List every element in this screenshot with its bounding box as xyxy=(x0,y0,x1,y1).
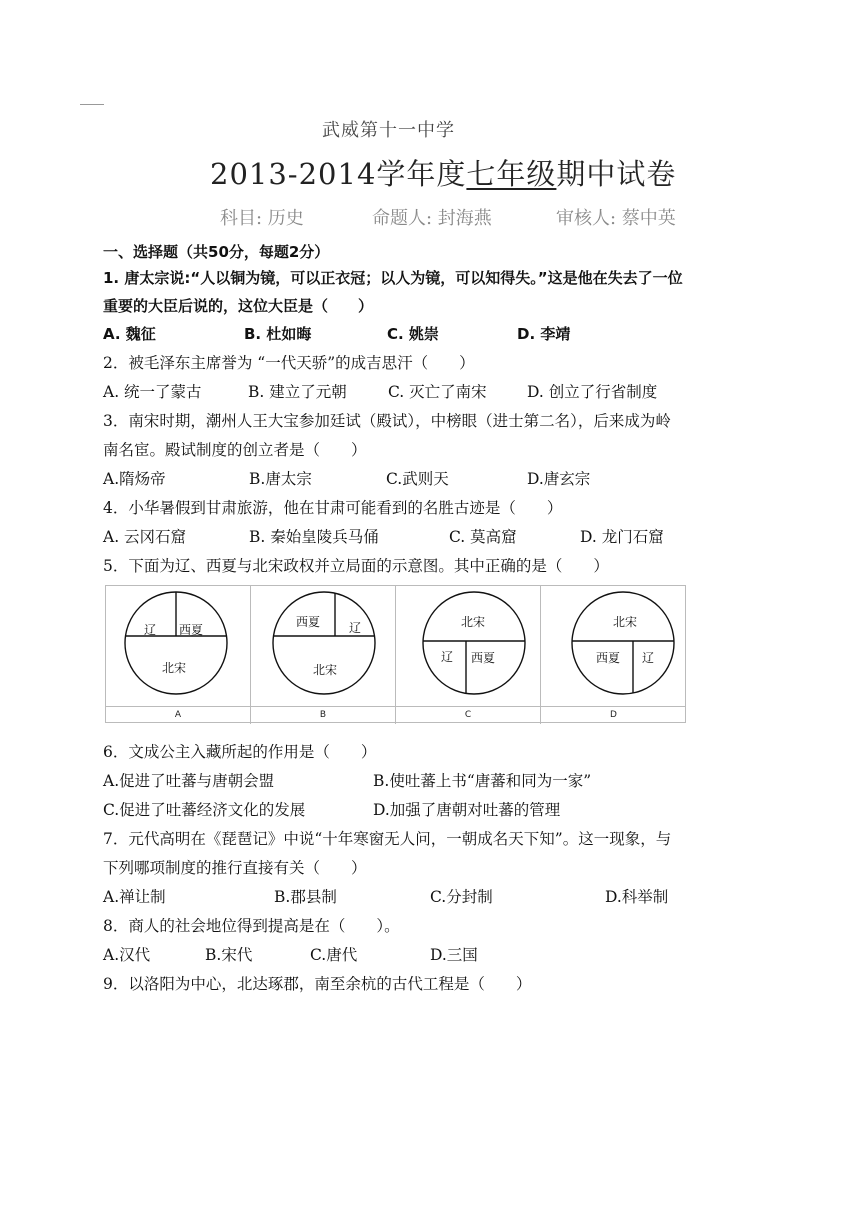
question-3-option-c: C.武则天 xyxy=(386,470,449,488)
question-7-line-1: 7．元代高明在《琵琶记》中说“十年寒窗无人问，一朝成名天下知”。这一现象，与 xyxy=(103,830,672,848)
question-7-line-2: 下列哪项制度的推行直接有关（ ） xyxy=(103,859,367,877)
question-3-option-a: A.隋炀帝 xyxy=(103,470,166,488)
question-1-line-2: 重要的大臣后说的，这位大臣是（ ） xyxy=(103,297,374,315)
question-7-option-d: D.科举制 xyxy=(605,888,669,906)
diagram-b-top-left: 西夏 xyxy=(296,615,321,629)
section-heading: 一、选择题（共50分，每题2分） xyxy=(103,243,330,261)
school-name: 武威第十一中学 xyxy=(322,120,455,141)
diagram-d-bottom-right: 辽 xyxy=(642,651,655,665)
question-6-line-1: 6．文成公主入藏所起的作用是（ ） xyxy=(103,743,377,761)
reviewer-label: 审核人: 蔡中英 xyxy=(556,208,676,229)
corner-mark xyxy=(80,104,104,105)
diagram-c-top: 北宋 xyxy=(461,615,486,629)
question-3-option-d: D.唐玄宗 xyxy=(527,470,591,488)
diagram-d-top: 北宋 xyxy=(613,615,638,629)
question-8-option-c: C.唐代 xyxy=(310,946,358,964)
exam-title xyxy=(210,152,676,193)
question-1-option-a: A. 魏征 xyxy=(103,325,156,343)
question-3-line-1: 3．南宋时期，潮州人王大宝参加廷试（殿试），中榜眼（进士第二名），后来成为岭 xyxy=(103,412,671,430)
question-4-option-a: A. 云冈石窟 xyxy=(103,528,187,546)
diagram-b-bottom: 北宋 xyxy=(313,663,338,677)
diagram-label-b: B xyxy=(251,706,396,724)
diagram-label-a: A xyxy=(106,706,251,724)
question-1-line-1: 1. 唐太宗说:“人以铜为镜，可以正衣冠；以人为镜，可以知得失。”这是他在失去了一位 xyxy=(103,269,683,287)
question-9-line-1: 9．以洛阳为中心，北达琢郡，南至余杭的古代工程是（ ） xyxy=(103,975,532,993)
question-7-option-c: C.分封制 xyxy=(430,888,493,906)
question-6-option-b: B.使吐蕃上书“唐蕃和同为一家” xyxy=(373,772,592,790)
question-2-option-d: D. 创立了行省制度 xyxy=(527,383,658,401)
diagram-c-bottom-left: 辽 xyxy=(441,650,454,664)
question-4-line-1: 4．小华暑假到甘肃旅游，他在甘肃可能看到的名胜古迹是（ ） xyxy=(103,499,563,517)
diagram-c-circle xyxy=(396,586,541,706)
question-7-option-a: A.禅让制 xyxy=(103,888,166,906)
question-1-option-d: D. 李靖 xyxy=(517,325,571,343)
diagram-label-d: D xyxy=(541,706,686,724)
question-6-option-a: A.促进了吐蕃与唐朝会盟 xyxy=(103,772,275,790)
title-suffix: 期中试卷 xyxy=(556,157,677,191)
question-8-line-1: 8．商人的社会地位得到提高是在（ ）。 xyxy=(103,917,400,935)
question-2-option-a: A. 统一了蒙古 xyxy=(103,383,202,401)
diagram-d-circle xyxy=(541,586,686,706)
question-7-option-b: B.郡县制 xyxy=(274,888,337,906)
title-year: 2013-2014学年度 xyxy=(210,157,467,191)
setter-label: 命题人: 封海燕 xyxy=(372,208,492,229)
diagram-cell-c xyxy=(396,586,541,706)
diagram-b-circle xyxy=(251,586,396,706)
question-4-option-d: D. 龙门石窟 xyxy=(580,528,664,546)
diagram-a-top-left: 辽 xyxy=(144,623,157,637)
question-2-option-b: B. 建立了元朝 xyxy=(248,383,347,401)
diagram-a-circle xyxy=(106,586,251,706)
subject-label: 科目: 历史 xyxy=(220,208,304,229)
question-3-line-2: 南名宦。殿试制度的创立者是（ ） xyxy=(103,441,367,459)
question-4-option-c: C. 莫高窟 xyxy=(449,528,517,546)
diagram-a-top-right: 西夏 xyxy=(179,623,204,637)
question-3-option-b: B.唐太宗 xyxy=(249,470,312,488)
diagram-cell-a xyxy=(106,586,251,706)
question-5-line-1: 5．下面为辽、西夏与北宋政权并立局面的示意图。其中正确的是（ ） xyxy=(103,557,609,575)
question-8-option-a: A.汉代 xyxy=(103,946,151,964)
question-6-option-d: D.加强了唐朝对吐蕃的管理 xyxy=(373,801,561,819)
diagram-cell-b xyxy=(251,586,396,706)
title-grade: 七年级 xyxy=(466,157,557,191)
diagram-a-bottom: 北宋 xyxy=(162,661,187,675)
question-1-option-b: B. 杜如晦 xyxy=(244,325,312,343)
diagram-c-bottom-right: 西夏 xyxy=(471,651,496,665)
question-8-option-b: B.宋代 xyxy=(205,946,253,964)
question-4-option-b: B. 秦始皇陵兵马俑 xyxy=(249,528,379,546)
diagram-label-c: C xyxy=(396,706,541,724)
question-8-option-d: D.三国 xyxy=(430,946,478,964)
question-1-option-c: C. 姚崇 xyxy=(387,325,439,343)
question-2-line-1: 2．被毛泽东主席誉为 “一代天骄”的成吉思汗（ ） xyxy=(103,354,475,372)
diagram-b-top-right: 辽 xyxy=(349,621,362,635)
regime-diagram-table xyxy=(105,585,686,723)
question-6-option-c: C.促进了吐蕃经济文化的发展 xyxy=(103,801,306,819)
question-2-option-c: C. 灭亡了南宋 xyxy=(388,383,487,401)
diagram-cell-d xyxy=(541,586,686,706)
diagram-d-bottom-left: 西夏 xyxy=(596,651,621,665)
